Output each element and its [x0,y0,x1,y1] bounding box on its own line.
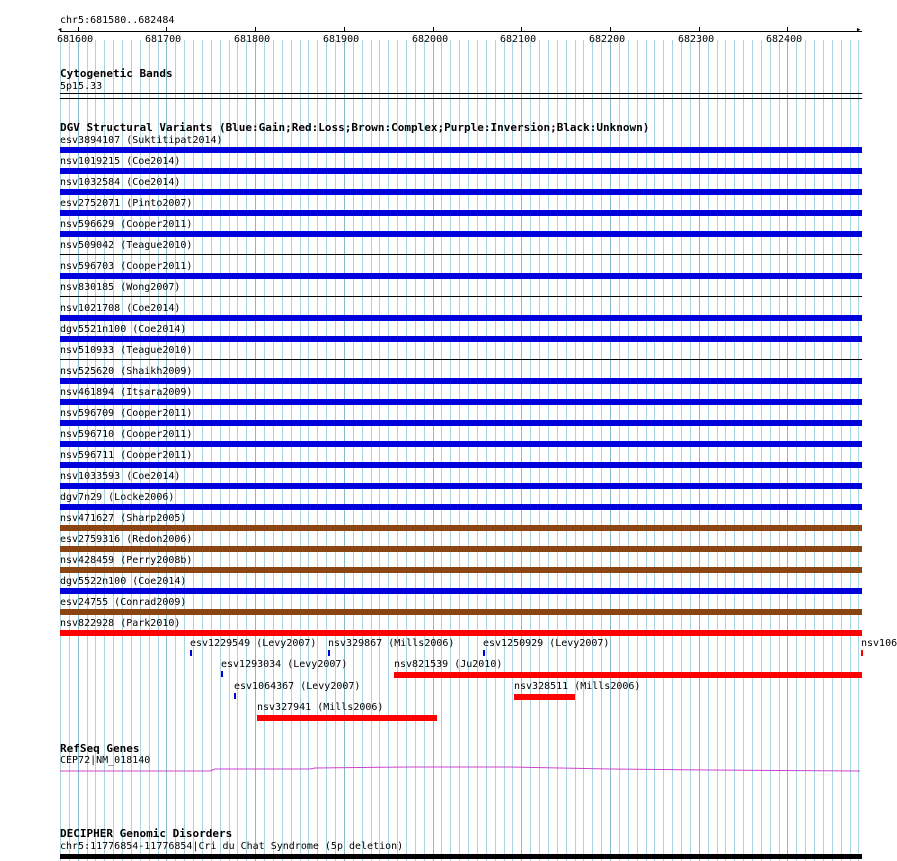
dgv-variant-label[interactable]: nsv471627 (Sharp2005) [60,513,187,524]
dgv-variant-bar[interactable] [60,231,862,237]
grid-line [202,40,203,861]
grid-line [850,40,851,861]
ruler-tick-label: 682000 [412,34,449,45]
cytoband-name[interactable]: 5p15.33 [60,81,103,92]
dgv-variant-bar[interactable] [60,168,862,174]
ruler-right-arrow-icon: ▸ [856,25,862,35]
grid-line [477,40,478,861]
grid-line [637,40,638,861]
dgv-variant-bar[interactable] [483,650,485,656]
grid-line [353,40,354,861]
grid-line [237,40,238,861]
grid-line [388,40,389,861]
grid-line [530,40,531,861]
ruler-tick-label: 682100 [500,34,537,45]
dgv-variant-label[interactable]: nsv822928 (Park2010) [60,618,181,629]
refseq-gene-model[interactable] [60,760,862,780]
grid-line [291,40,292,861]
grid-line [406,40,407,861]
ruler-title: chr5:681580..682484 [60,15,175,26]
dgv-variant-bar[interactable] [60,147,862,153]
grid-line [229,40,230,861]
dgv-variant-label[interactable]: esv2752071 (Pinto2007) [60,198,193,209]
dgv-variant-label[interactable]: esv2759316 (Redon2006) [60,534,193,545]
grid-line [495,40,496,861]
dgv-variant-label[interactable]: nsv525620 (Shaikh2009) [60,366,193,377]
ruler-tick-label: 682400 [766,34,803,45]
dgv-variant-bar[interactable] [60,462,862,468]
dgv-variant-bar[interactable] [60,525,862,531]
grid-line [681,40,682,861]
grid-line [317,40,318,861]
dgv-variant-bar[interactable] [221,671,223,677]
dgv-variant-bar[interactable] [60,546,862,552]
ruler-tick [78,27,79,31]
grid-line [725,40,726,861]
dgv-variant-label[interactable]: dgv7n29 (Locke2006) [60,492,175,503]
ruler-tick-label: 681900 [323,34,360,45]
grid-line [717,40,718,861]
dgv-variant-label[interactable]: nsv821539 (Ju2010) [394,659,503,670]
dgv-variant-label[interactable]: esv1293034 (Levy2007) [221,659,348,670]
ruler-tick [255,27,256,31]
grid-line [504,40,505,861]
dgv-variant-label[interactable]: nsv596709 (Cooper2011) [60,408,193,419]
grid-line [734,40,735,861]
refseq-gene-name[interactable]: CEP72|NM_018140 [60,755,151,766]
ruler-tick [521,27,522,31]
grid-line [672,40,673,861]
dgv-variant-label[interactable]: nsv509042 (Teague2010) [60,240,193,251]
dgv-variant-bar[interactable] [60,210,862,216]
dgv-variant-label[interactable]: nsv1021708 (Coe2014) [60,303,181,314]
dgv-variant-bar[interactable] [60,567,862,573]
dgv-variant-bar[interactable] [257,715,437,721]
dgv-variant-label[interactable]: nsv1019215 (Coe2014) [60,156,181,167]
ruler-line [60,31,862,32]
ruler-tick-label: 682300 [678,34,715,45]
grid-line [823,40,824,861]
grid-line [521,40,522,861]
dgv-variant-bar[interactable] [60,315,862,321]
grid-line [761,40,762,861]
dgv-variant-label[interactable]: nsv328511 (Mills2006) [514,681,641,692]
grid-line [796,40,797,861]
grid-line [752,40,753,861]
dgv-variant-label[interactable]: nsv106 [861,638,897,649]
grid-line [841,40,842,861]
grid-line [566,40,567,861]
dgv-variant-bar[interactable] [60,336,862,342]
grid-line [335,40,336,861]
ruler-tick [344,27,345,31]
grid-line [619,40,620,861]
ruler-tick-label: 681600 [57,34,94,45]
dgv-variant-bar[interactable] [60,483,862,489]
ruler-tick [699,27,700,31]
dgv-variant-label[interactable]: nsv329867 (Mills2006) [328,638,455,649]
dgv-variant-label[interactable]: nsv1033593 (Coe2014) [60,471,181,482]
dgv-variant-bar[interactable] [60,189,862,195]
dgv-variant-label[interactable]: nsv327941 (Mills2006) [257,702,384,713]
dgv-variant-bar[interactable] [328,650,330,656]
ruler-tick [610,27,611,31]
grid-line [512,40,513,861]
dgv-variant-label[interactable]: esv1250929 (Levy2007) [483,638,610,649]
dgv-variant-bar[interactable] [60,504,862,510]
dgv-variant-bar[interactable] [60,296,862,297]
decipher-item-label[interactable]: chr5:11776854-11776854|Cri du Chat Syndrome (5p deletion) [60,841,404,852]
dgv-variant-label[interactable]: nsv830185 (Wong2007) [60,282,181,293]
dgv-variant-bar[interactable] [60,359,862,360]
dgv-variant-bar[interactable] [234,693,236,699]
grid-line [424,40,425,861]
grid-line [858,40,859,861]
grid-line [832,40,833,861]
dgv-variant-label[interactable]: esv3894107 (Suktitipat2014) [60,135,223,146]
grid-line [548,40,549,861]
dgv-variant-label[interactable]: nsv596629 (Cooper2011) [60,219,193,230]
dgv-variant-bar[interactable] [60,273,862,279]
ruler-tick-label: 681700 [145,34,182,45]
dgv-variant-bar[interactable] [60,609,862,615]
grid-line [273,40,274,861]
grid-line [255,40,256,861]
grid-line [708,40,709,861]
grid-line [441,40,442,861]
dgv-track-label[interactable]: DGV Structural Variants (Blue:Gain;Red:Loss;Brown:Complex;Purple:Inversion;Black:Unknown) [60,121,650,134]
dgv-variant-label[interactable]: nsv428459 (Perry2008b) [60,555,193,566]
dgv-variant-label[interactable]: esv1064367 (Levy2007) [234,681,361,692]
dgv-variant-label[interactable]: nsv1032584 (Coe2014) [60,177,181,188]
grid-line [539,40,540,861]
ruler-tick [787,27,788,31]
grid-line [264,40,265,861]
dgv-variant-bar[interactable] [60,254,862,255]
grid-line [592,40,593,861]
ruler-tick [166,27,167,31]
decipher-item-bar[interactable] [60,854,862,859]
grid-line [397,40,398,861]
dgv-variant-label[interactable]: nsv596711 (Cooper2011) [60,450,193,461]
grid-line [371,40,372,861]
grid-line [779,40,780,861]
grid-line [486,40,487,861]
grid-line [628,40,629,861]
dgv-variant-label[interactable]: esv1229549 (Levy2007) [190,638,317,649]
ruler-tick-label: 682200 [589,34,626,45]
dgv-variant-label[interactable]: nsv596710 (Cooper2011) [60,429,193,440]
grid-line [415,40,416,861]
grid-line [805,40,806,861]
ruler-tick-label: 681800 [234,34,271,45]
grid-line [362,40,363,861]
grid-line [379,40,380,861]
decipher-track-label[interactable]: DECIPHER Genomic Disorders [60,827,233,840]
grid-line [814,40,815,861]
grid-line [787,40,788,861]
grid-line [433,40,434,861]
grid-line [211,40,212,861]
dgv-variant-bar[interactable] [861,650,863,656]
grid-line [646,40,647,861]
grid-line [344,40,345,861]
ruler-left-arrow-icon: ◂ [57,25,63,35]
grid-line [326,40,327,861]
dgv-variant-bar[interactable] [394,672,862,678]
grid-line [770,40,771,861]
dgv-variant-label[interactable]: nsv596703 (Cooper2011) [60,261,193,272]
dgv-variant-label[interactable]: dgv5522n100 (Coe2014) [60,576,187,587]
dgv-variant-bar[interactable] [60,399,862,405]
dgv-variant-label[interactable]: esv24755 (Conrad2009) [60,597,187,608]
dgv-variant-bar[interactable] [60,588,862,594]
grid-line [282,40,283,861]
grid-line [557,40,558,861]
grid-line [654,40,655,861]
dgv-variant-label[interactable]: dgv5521n100 (Coe2014) [60,324,187,335]
grid-line [300,40,301,861]
grid-line [220,40,221,861]
cytoband-track-label[interactable]: Cytogenetic Bands [60,67,173,80]
grid-line [575,40,576,861]
refseq-track-label[interactable]: RefSeq Genes [60,742,140,755]
dgv-variant-bar[interactable] [190,650,192,656]
grid-line [193,40,194,861]
ruler-tick [433,27,434,31]
dgv-variant-bar[interactable] [60,630,862,636]
gene-line[interactable] [60,767,860,771]
grid-line [459,40,460,861]
grid-line [450,40,451,861]
grid-line [601,40,602,861]
dgv-variant-bar[interactable] [60,441,862,447]
grid-line [610,40,611,861]
dgv-variant-bar[interactable] [514,694,575,700]
grid-line [699,40,700,861]
grid-line [743,40,744,861]
dgv-variant-label[interactable]: nsv510933 (Teague2010) [60,345,193,356]
grid-line [690,40,691,861]
grid-line [468,40,469,861]
cytoband-bottom-line [60,98,862,99]
grid-line [308,40,309,861]
grid-line [583,40,584,861]
dgv-variant-bar[interactable] [60,420,862,426]
cytoband-band-line[interactable] [60,93,862,94]
dgv-variant-bar[interactable] [60,378,862,384]
grid-line [663,40,664,861]
grid-line [246,40,247,861]
dgv-variant-label[interactable]: nsv461894 (Itsara2009) [60,387,193,398]
